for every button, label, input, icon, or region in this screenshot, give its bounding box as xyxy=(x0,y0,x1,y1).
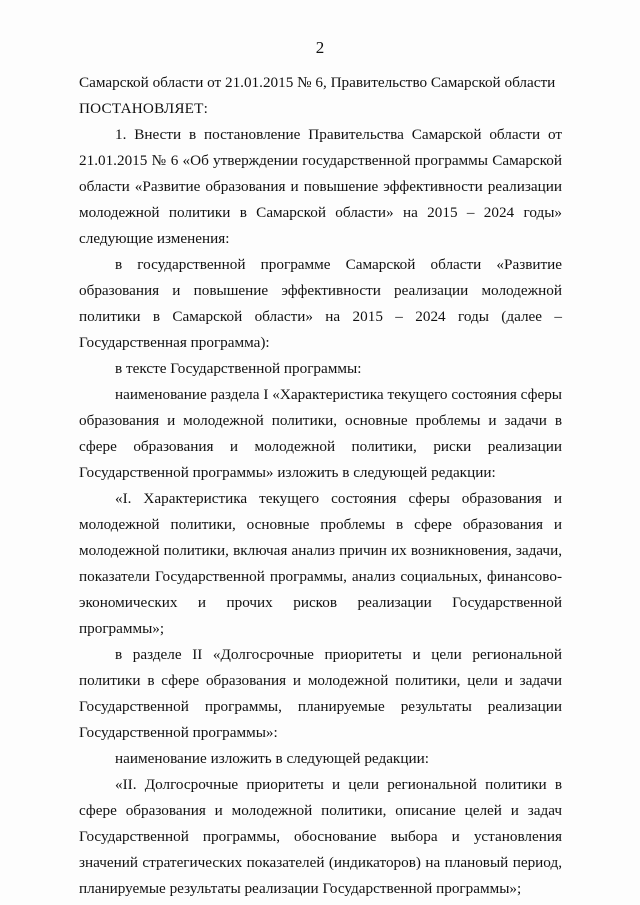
paragraph-intro: Самарской области от 21.01.2015 № 6, Правительство Самарской области xyxy=(79,74,556,91)
paragraph-section-2: в разделе II «Долгосрочные приоритеты и цели региональной политики в сфере образования и молодежной политики, цели и задачи Государственной программы, планируемые результаты реализации Государственной программы»: xyxy=(79,646,562,741)
document-body xyxy=(79,70,562,902)
paragraph-name-edit: наименование изложить в следующей редакции: xyxy=(115,750,429,767)
paragraph-section-1-name: наименование раздела I «Характеристика текущего состояния сферы образования и молодежной политики, основные проблемы и задачи в сфере образования и молодежной политики, риски реализации Государственной программы» изложить в следующей редакции: xyxy=(79,386,562,481)
paragraph-in-text: в тексте Государственной программы: xyxy=(115,360,362,377)
page-number: 2 xyxy=(315,38,325,57)
paragraph-section-2-new: «II. Долгосрочные приоритеты и цели региональной политики в сфере образования и молодежной политики, описание целей и задач Государственной программы, обоснование выбора и установления значений стратегических показателей (индикаторов) на плановый период, планируемые результаты реализации Государственной программы»; xyxy=(79,776,562,897)
paragraph-item-1: 1. Внести в постановление Правительства Самарской области от 21.01.2015 № 6 «Об утверждении государственной программы Самарской области «Развитие образования и повышение эффективности реализации молодежной политики в Самарской области» на 2015 – 2024 годы» следующие изменения: xyxy=(79,126,562,247)
paragraph-decree: ПОСТАНОВЛЯЕТ: xyxy=(79,100,209,117)
paragraph-section-1-new: «I. Характеристика текущего состояния сферы образования и молодежной политики, основные проблемы в сфере образования и молодежной политики, включая анализ причин их возникновения, задачи, показатели Государственной программы, анализ социальных, финансово-экономических и прочих рисков реализации Государственной программы»; xyxy=(79,490,562,637)
paragraph-program: в государственной программе Самарской области «Развитие образования и повышение эффективности реализации молодежной политики в Самарской области» на 2015 – 2024 годы (далее – Государственная программа): xyxy=(79,256,562,351)
